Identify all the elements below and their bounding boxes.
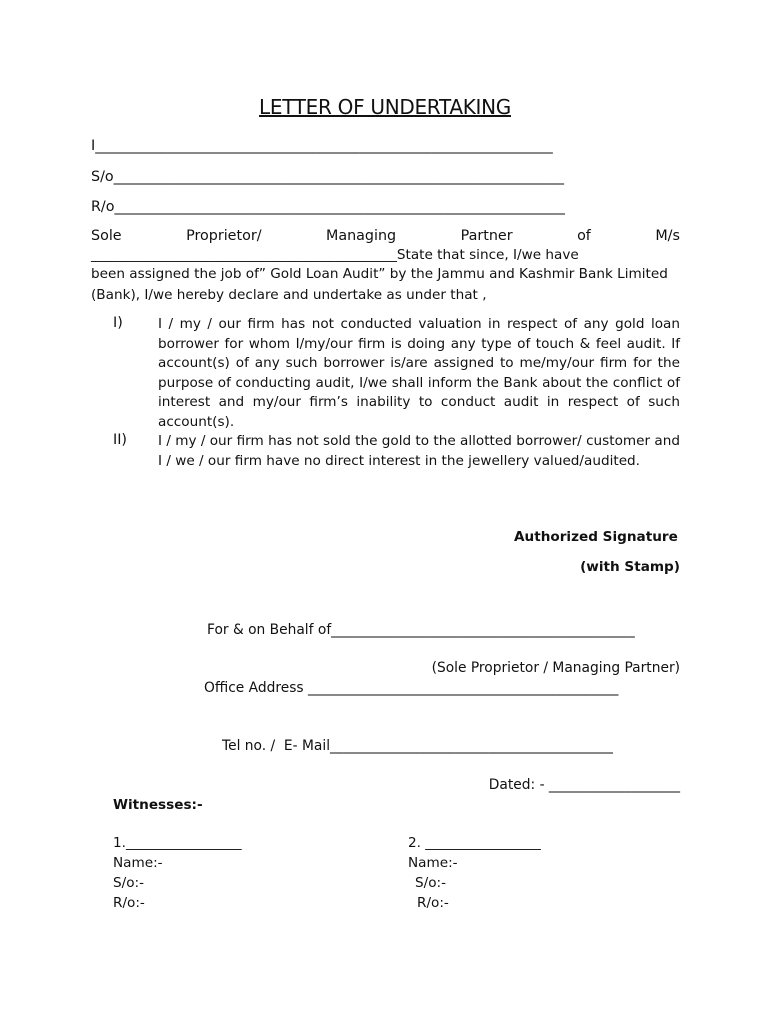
role-label: (Sole Proprietor / Managing Partner)	[431, 660, 680, 676]
intro-word: Sole	[91, 228, 122, 244]
intro-line-2: _____________________________________________State that since, I/we have	[91, 247, 579, 263]
intro-word: of	[577, 228, 591, 244]
witness-number-line: 2. _________________	[408, 835, 541, 851]
stamp-label: (with Stamp)	[580, 559, 680, 575]
witness-resident-of: R/o:-	[417, 895, 449, 911]
tel-email-line: Tel no. / E- Mail_________________________________________	[222, 738, 613, 754]
witness-number-line: 1._________________	[113, 835, 242, 851]
clause-text: I / my / our firm has not conducted valuation in respect of any gold loan borrower for whom I/my/our firm is doing any type of touch & feel audit. If account(s) of any such borrower is/are assigned to me/my/our firm for the purpose of conducting audit, I/we shall inform the Bank about the conflict of interest and my/our firm’s inability to conduct audit in respect of such account(s).	[158, 316, 680, 430]
intro-line-3: been assigned the job of” Gold Loan Audit” by the Jammu and Kashmir Bank Limited	[91, 266, 668, 282]
witness-name: Name:-	[113, 855, 163, 871]
for-behalf-line: For & on Behalf of____________________________________________	[207, 622, 635, 638]
witness-name: Name:-	[408, 855, 458, 871]
document-title: LETTER OF UNDERTAKING	[259, 95, 511, 119]
clause-text: I / my / our firm has not sold the gold to the allotted borrower/ customer and I / we / our firm have no direct interest in the jewellery valued/audited.	[158, 433, 680, 469]
intro-word: Managing	[326, 228, 397, 244]
intro-line-4: (Bank), I/we hereby declare and undertake as under that ,	[91, 287, 487, 303]
intro-word: Proprietor/	[186, 228, 262, 244]
intro-word: Partner	[460, 228, 513, 244]
dated-line: Dated: - ___________________	[488, 777, 680, 793]
witnesses-heading: Witnesses:-	[113, 797, 203, 813]
resident-of-line: R/o_______________________________________________________________	[91, 199, 565, 215]
clause-numeral: I)	[113, 315, 123, 331]
name-line: I________________________________________________________________	[91, 138, 553, 154]
witness-resident-of: R/o:-	[113, 895, 145, 911]
signature-label: Authorized Signature	[514, 529, 678, 545]
son-of-line: S/o_______________________________________________________________	[91, 169, 564, 185]
intro-word: M/s	[655, 228, 680, 244]
office-address-line: Office Address _____________________________________________	[204, 680, 619, 696]
clause-numeral: II)	[113, 432, 128, 448]
witness-son-of: S/o:-	[415, 875, 447, 891]
intro-line-1	[91, 227, 680, 246]
witness-son-of: S/o:-	[113, 875, 145, 891]
